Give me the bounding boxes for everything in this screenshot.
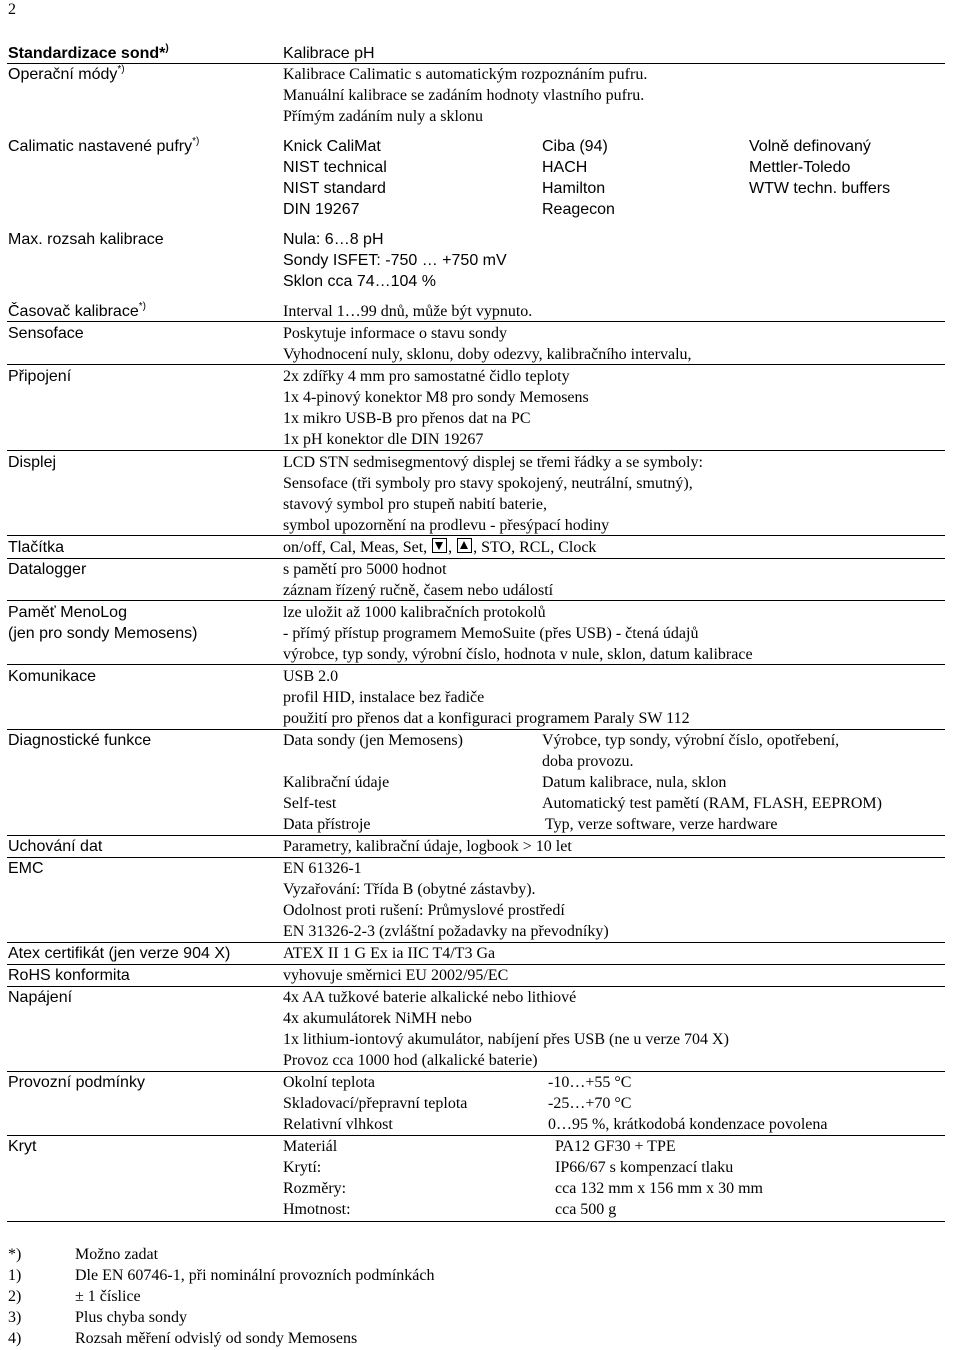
value-range-3: Sklon cca 74…104 %	[283, 273, 436, 290]
value-comm-3: použití pro přenos dat a konfiguraci programem Paraly SW 112	[283, 710, 690, 727]
row-divider	[7, 835, 945, 836]
row-label-calimatic	[8, 137, 199, 157]
value-rohs: vyhovuje směrnici EU 2002/95/EC	[283, 967, 509, 984]
value-range-2: Sondy ISFET: -750 … +750 mV	[283, 252, 507, 269]
buffer-c1-2: NIST technical	[283, 159, 387, 176]
value-standardization: Kalibrace pH	[283, 45, 375, 62]
value-comm-2: profil HID, instalace bez řadiče	[283, 689, 485, 706]
row-label-connections: Připojení	[8, 368, 72, 385]
row-divider	[7, 1221, 945, 1222]
row-label-operating: Provozní podmínky	[8, 1074, 145, 1091]
buffer-c2-2: HACH	[542, 159, 588, 176]
row-label-diagnostics: Diagnostické funkce	[8, 732, 152, 749]
footnote-mark: )	[165, 42, 169, 54]
housing-key-4: Hmotnost:	[283, 1201, 351, 1218]
diag-value-4: Automatický test pamětí (RAM, FLASH, EEPROM)	[542, 795, 882, 812]
row-label-menolog: Paměť MenoLog	[8, 604, 127, 621]
row-label-housing: Kryt	[8, 1138, 37, 1155]
row-divider	[7, 364, 945, 365]
diag-value-5: Typ, verze software, verze hardware	[545, 816, 778, 833]
diag-key-2: Kalibrační údaje	[283, 774, 390, 791]
row-divider	[7, 857, 945, 858]
buffer-c3-3: WTW techn. buffers	[749, 180, 891, 197]
value-buttons	[283, 538, 596, 558]
housing-value-2: IP66/67 s kompenzací tlaku	[555, 1159, 734, 1176]
buffer-c1-1: Knick CaliMat	[283, 138, 381, 155]
row-divider	[7, 535, 945, 536]
operating-value-3: 0…95 %, krátkodobá kondenzace povolena	[548, 1116, 828, 1133]
label-text: Časovač kalibrace	[8, 303, 139, 320]
footnote-text-3: ± 1 číslice	[75, 1288, 141, 1305]
value-mode-2: Manuální kalibrace se zadáním hodnoty vlastního pufru.	[283, 87, 645, 104]
row-label-storage: Uchování dat	[8, 838, 103, 855]
value-sensoface-2: Vyhodnocení nuly, sklonu, doby odezvy, kalibračního intervalu,	[283, 346, 692, 363]
footnote-mark-1: *)	[8, 1246, 22, 1263]
row-divider	[7, 986, 945, 987]
footnote-mark: *)	[138, 300, 146, 312]
value-connect-3: 1x mikro USB-B pro přenos dat na PC	[283, 410, 531, 427]
value-power-3: 1x lithium-iontový akumulátor, nabíjení přes USB (ne u verze 704 X)	[283, 1031, 729, 1048]
keys-text-1: on/off, Cal, Meas, Set,	[283, 539, 432, 556]
footnote-text-1: Možno zadat	[75, 1246, 159, 1263]
row-divider	[7, 729, 945, 730]
value-display-2: Sensoface (tři symboly pro stavy spokojený, neutrální, smutný),	[283, 475, 693, 492]
value-display-1: LCD STN sedmisegmentový displej se třemi řádky a se symboly:	[283, 454, 703, 471]
row-divider	[7, 450, 945, 451]
footnote-mark-3: 2)	[8, 1288, 22, 1305]
buffer-c2-3: Hamilton	[542, 180, 606, 197]
footnote-mark: *)	[192, 135, 200, 147]
buffer-c3-2: Mettler-Toledo	[749, 159, 851, 176]
footnote-text-5: Rozsah měření odvislý od sondy Memosens	[75, 1330, 358, 1347]
value-datalogger-1: s pamětí pro 5000 hodnot	[283, 561, 447, 578]
page-number: 2	[8, 1, 16, 18]
value-emc-1: EN 61326-1	[283, 860, 362, 877]
footnote-mark-4: 3)	[8, 1309, 22, 1326]
housing-value-1: PA12 GF30 + TPE	[555, 1138, 676, 1155]
triangle-down-icon	[432, 538, 447, 553]
value-connect-2: 1x 4-pinový konektor M8 pro sondy Memosens	[283, 389, 589, 406]
row-divider	[7, 964, 945, 965]
value-power-1: 4x AA tužkové baterie alkalické nebo lithiové	[283, 989, 577, 1006]
diag-value-1: Výrobce, typ sondy, výrobní číslo, opotřebení,	[542, 732, 840, 749]
operating-value-2: -25…+70 °C	[548, 1095, 632, 1112]
value-menolog-2: - přímý přístup programem MemoSuite (přes USB) - čtená údajů	[283, 625, 699, 642]
footnote-mark: *)	[117, 63, 125, 75]
diag-key-3: Self-test	[283, 795, 337, 812]
row-label-rohs: RoHS konformita	[8, 967, 130, 984]
row-label-operating-modes	[8, 65, 125, 85]
value-connect-4: 1x pH konektor dle DIN 19267	[283, 431, 484, 448]
value-emc-2: Vyzařování: Třída B (obytné zástavby).	[283, 881, 536, 898]
operating-key-1: Okolní teplota	[283, 1074, 375, 1091]
row-divider	[7, 664, 945, 665]
diag-key-4: Data přístroje	[283, 816, 371, 833]
value-timer: Interval 1…99 dnů, může být vypnuto.	[283, 303, 533, 320]
operating-value-1: -10…+55 °C	[548, 1074, 632, 1091]
row-label-buttons: Tlačítka	[8, 539, 65, 556]
buffer-c3-1: Volně definovaný	[749, 138, 871, 155]
value-menolog-3: výrobce, typ sondy, výrobní číslo, hodnota v nule, sklon, datum kalibrace	[283, 646, 753, 663]
value-emc-3: Odolnost proti rušení: Průmyslové prostředí	[283, 902, 565, 919]
value-sensoface-1: Poskytuje informace o stavu sondy	[283, 325, 507, 342]
row-divider	[7, 321, 945, 322]
value-connect-1: 2x zdířky 4 mm pro samostatné čidlo teploty	[283, 368, 570, 385]
footnote-text-4: Plus chyba sondy	[75, 1309, 187, 1326]
diag-key-1: Data sondy (jen Memosens)	[283, 732, 463, 749]
value-menolog-1: lze uložit až 1000 kalibračních protokolů	[283, 604, 546, 621]
operating-key-3: Relativní vlhkost	[283, 1116, 393, 1133]
label-text: Calimatic nastavené pufry	[8, 138, 193, 155]
row-divider	[7, 942, 945, 943]
value-display-4: symbol upozornění na prodlevu - přesýpací hodiny	[283, 517, 610, 534]
value-storage: Parametry, kalibrační údaje, logbook > 10 let	[283, 838, 572, 855]
row-label-calibration-timer	[8, 302, 146, 322]
footnote-mark-5: 4)	[8, 1330, 22, 1347]
value-emc-4: EN 31326-2-3 (zvláštní požadavky na převodníky)	[283, 923, 609, 940]
operating-key-2: Skladovací/přepravní teplota	[283, 1095, 468, 1112]
label-text: Operační módy	[8, 66, 118, 83]
housing-value-3: cca 132 mm x 156 mm x 30 mm	[555, 1180, 763, 1197]
housing-key-2: Krytí:	[283, 1159, 322, 1176]
value-power-4: Provoz cca 1000 hod (alkalické baterie)	[283, 1052, 538, 1069]
row-label-datalogger: Datalogger	[8, 561, 87, 578]
value-power-2: 4x akumulátorek NiMH nebo	[283, 1010, 472, 1027]
keys-text-2: ,	[448, 539, 457, 556]
row-label-max-range: Max. rozsah kalibrace	[8, 231, 164, 248]
diag-value-3: Datum kalibrace, nula, sklon	[542, 774, 727, 791]
housing-key-1: Materiál	[283, 1138, 338, 1155]
row-label-menolog-note: (jen pro sondy Memosens)	[8, 625, 198, 642]
value-datalogger-2: záznam řízený ručně, časem nebo událostí	[283, 582, 554, 599]
buffer-c2-4: Reagecon	[542, 201, 615, 218]
row-label-communication: Komunikace	[8, 668, 97, 685]
row-label-power: Napájení	[8, 989, 73, 1006]
footnote-text-2: Dle EN 60746-1, při nominální provozních podmínkách	[75, 1267, 435, 1284]
value-atex: ATEX II 1 G Ex ia IIC T4/T3 Ga	[283, 945, 496, 962]
row-divider	[7, 1135, 945, 1136]
value-comm-1: USB 2.0	[283, 668, 339, 685]
housing-value-4: cca 500 g	[555, 1201, 617, 1218]
value-mode-1: Kalibrace Calimatic s automatickým rozpoznáním pufru.	[283, 66, 648, 83]
housing-key-3: Rozměry:	[283, 1180, 347, 1197]
row-divider	[7, 600, 945, 601]
row-divider	[7, 1071, 945, 1072]
row-divider	[7, 558, 945, 559]
row-label-atex: Atex certifikát (jen verze 904 X)	[8, 945, 231, 962]
row-divider	[7, 63, 945, 64]
value-mode-3: Přímým zadáním nuly a sklonu	[283, 108, 483, 125]
diag-value-2: doba provozu.	[542, 753, 634, 770]
buffer-c2-1: Ciba (94)	[542, 138, 608, 155]
row-label-standardization	[8, 44, 169, 64]
value-range-1: Nula: 6…8 pH	[283, 231, 384, 248]
buffer-c1-3: NIST standard	[283, 180, 386, 197]
keys-text-3: , STO, RCL, Clock	[473, 539, 597, 556]
row-label-display: Displej	[8, 454, 57, 471]
triangle-up-icon	[457, 538, 472, 553]
label-text: Standardizace sond*	[8, 45, 166, 62]
row-label-sensoface: Sensoface	[8, 325, 84, 342]
buffer-c1-4: DIN 19267	[283, 201, 360, 218]
row-label-emc: EMC	[8, 860, 44, 877]
footnote-mark-2: 1)	[8, 1267, 22, 1284]
value-display-3: stavový symbol pro stupeň nabití baterie,	[283, 496, 547, 513]
